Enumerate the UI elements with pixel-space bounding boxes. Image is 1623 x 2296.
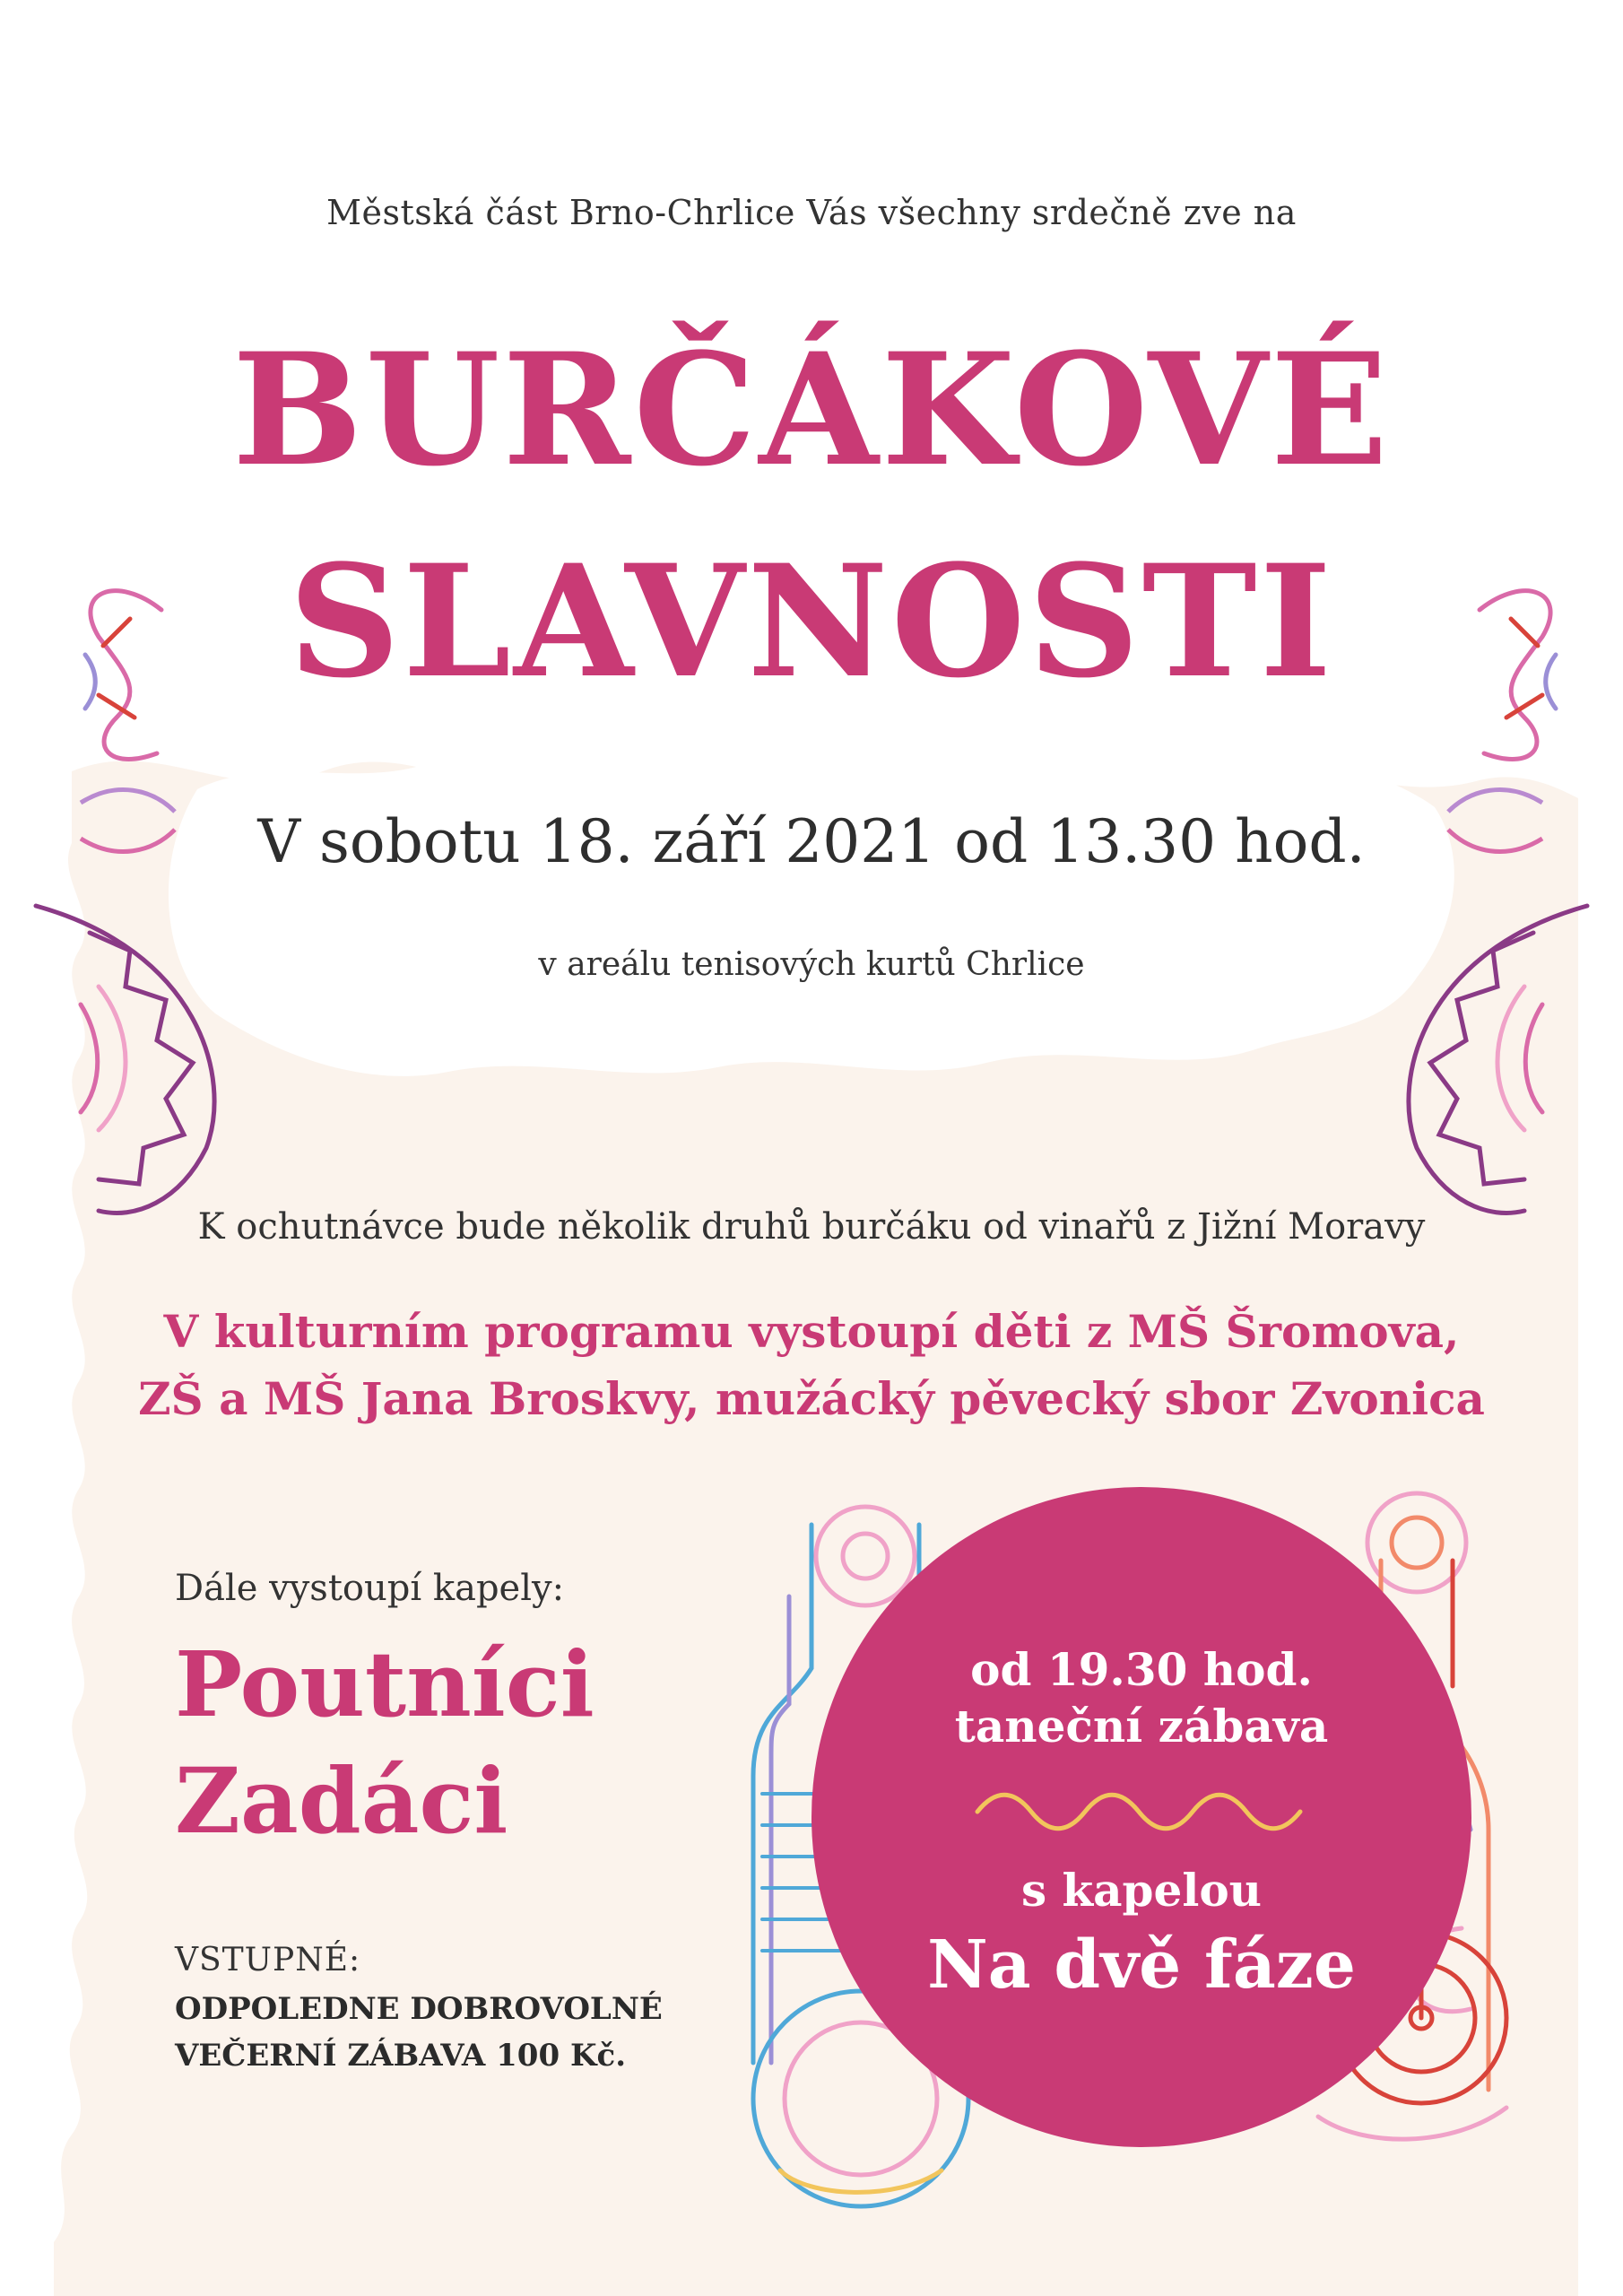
band-name: Poutníci xyxy=(175,1631,595,1737)
admission-line: ODPOLEDNE DOBROVOLNÉ xyxy=(175,1991,663,2027)
title-line-2: SLAVNOSTI xyxy=(288,530,1335,712)
white-cloud-panel xyxy=(169,748,1454,1076)
band-name: Zadáci xyxy=(175,1748,508,1854)
admission-line: VEČERNÍ ZÁBAVA 100 Kč. xyxy=(175,2038,627,2074)
admission-label: VSTUPNÉ: xyxy=(175,1942,361,1979)
intro-text: Městská část Brno-Chrlice Vás všechny srdečně zve na xyxy=(326,193,1297,232)
evening-event: taneční zábava xyxy=(954,1700,1329,1752)
event-date: V sobotu 18. září 2021 od 13.30 hod. xyxy=(257,807,1366,876)
bands-intro: Dále vystoupí kapely: xyxy=(175,1568,565,1609)
tasting-note: K ochutnávce bude několik druhů burčáku od vinařů z Jižní Moravy xyxy=(197,1206,1426,1248)
evening-time: od 19.30 hod. xyxy=(970,1643,1313,1696)
event-venue: v areálu tenisových kurtů Chrlice xyxy=(538,946,1085,983)
title-line-1: BURČÁKOVÉ xyxy=(232,318,1391,500)
evening-with: s kapelou xyxy=(1020,1864,1263,1917)
evening-band: Na dvě fáze xyxy=(927,1926,1356,2004)
program-line-2: ZŠ a MŠ Jana Broskvy, mužácký pěvecký sbor Zvonica xyxy=(138,1372,1485,1425)
program-line-1: V kulturním programu vystoupí děti z MŠ Šromova, xyxy=(163,1305,1460,1358)
